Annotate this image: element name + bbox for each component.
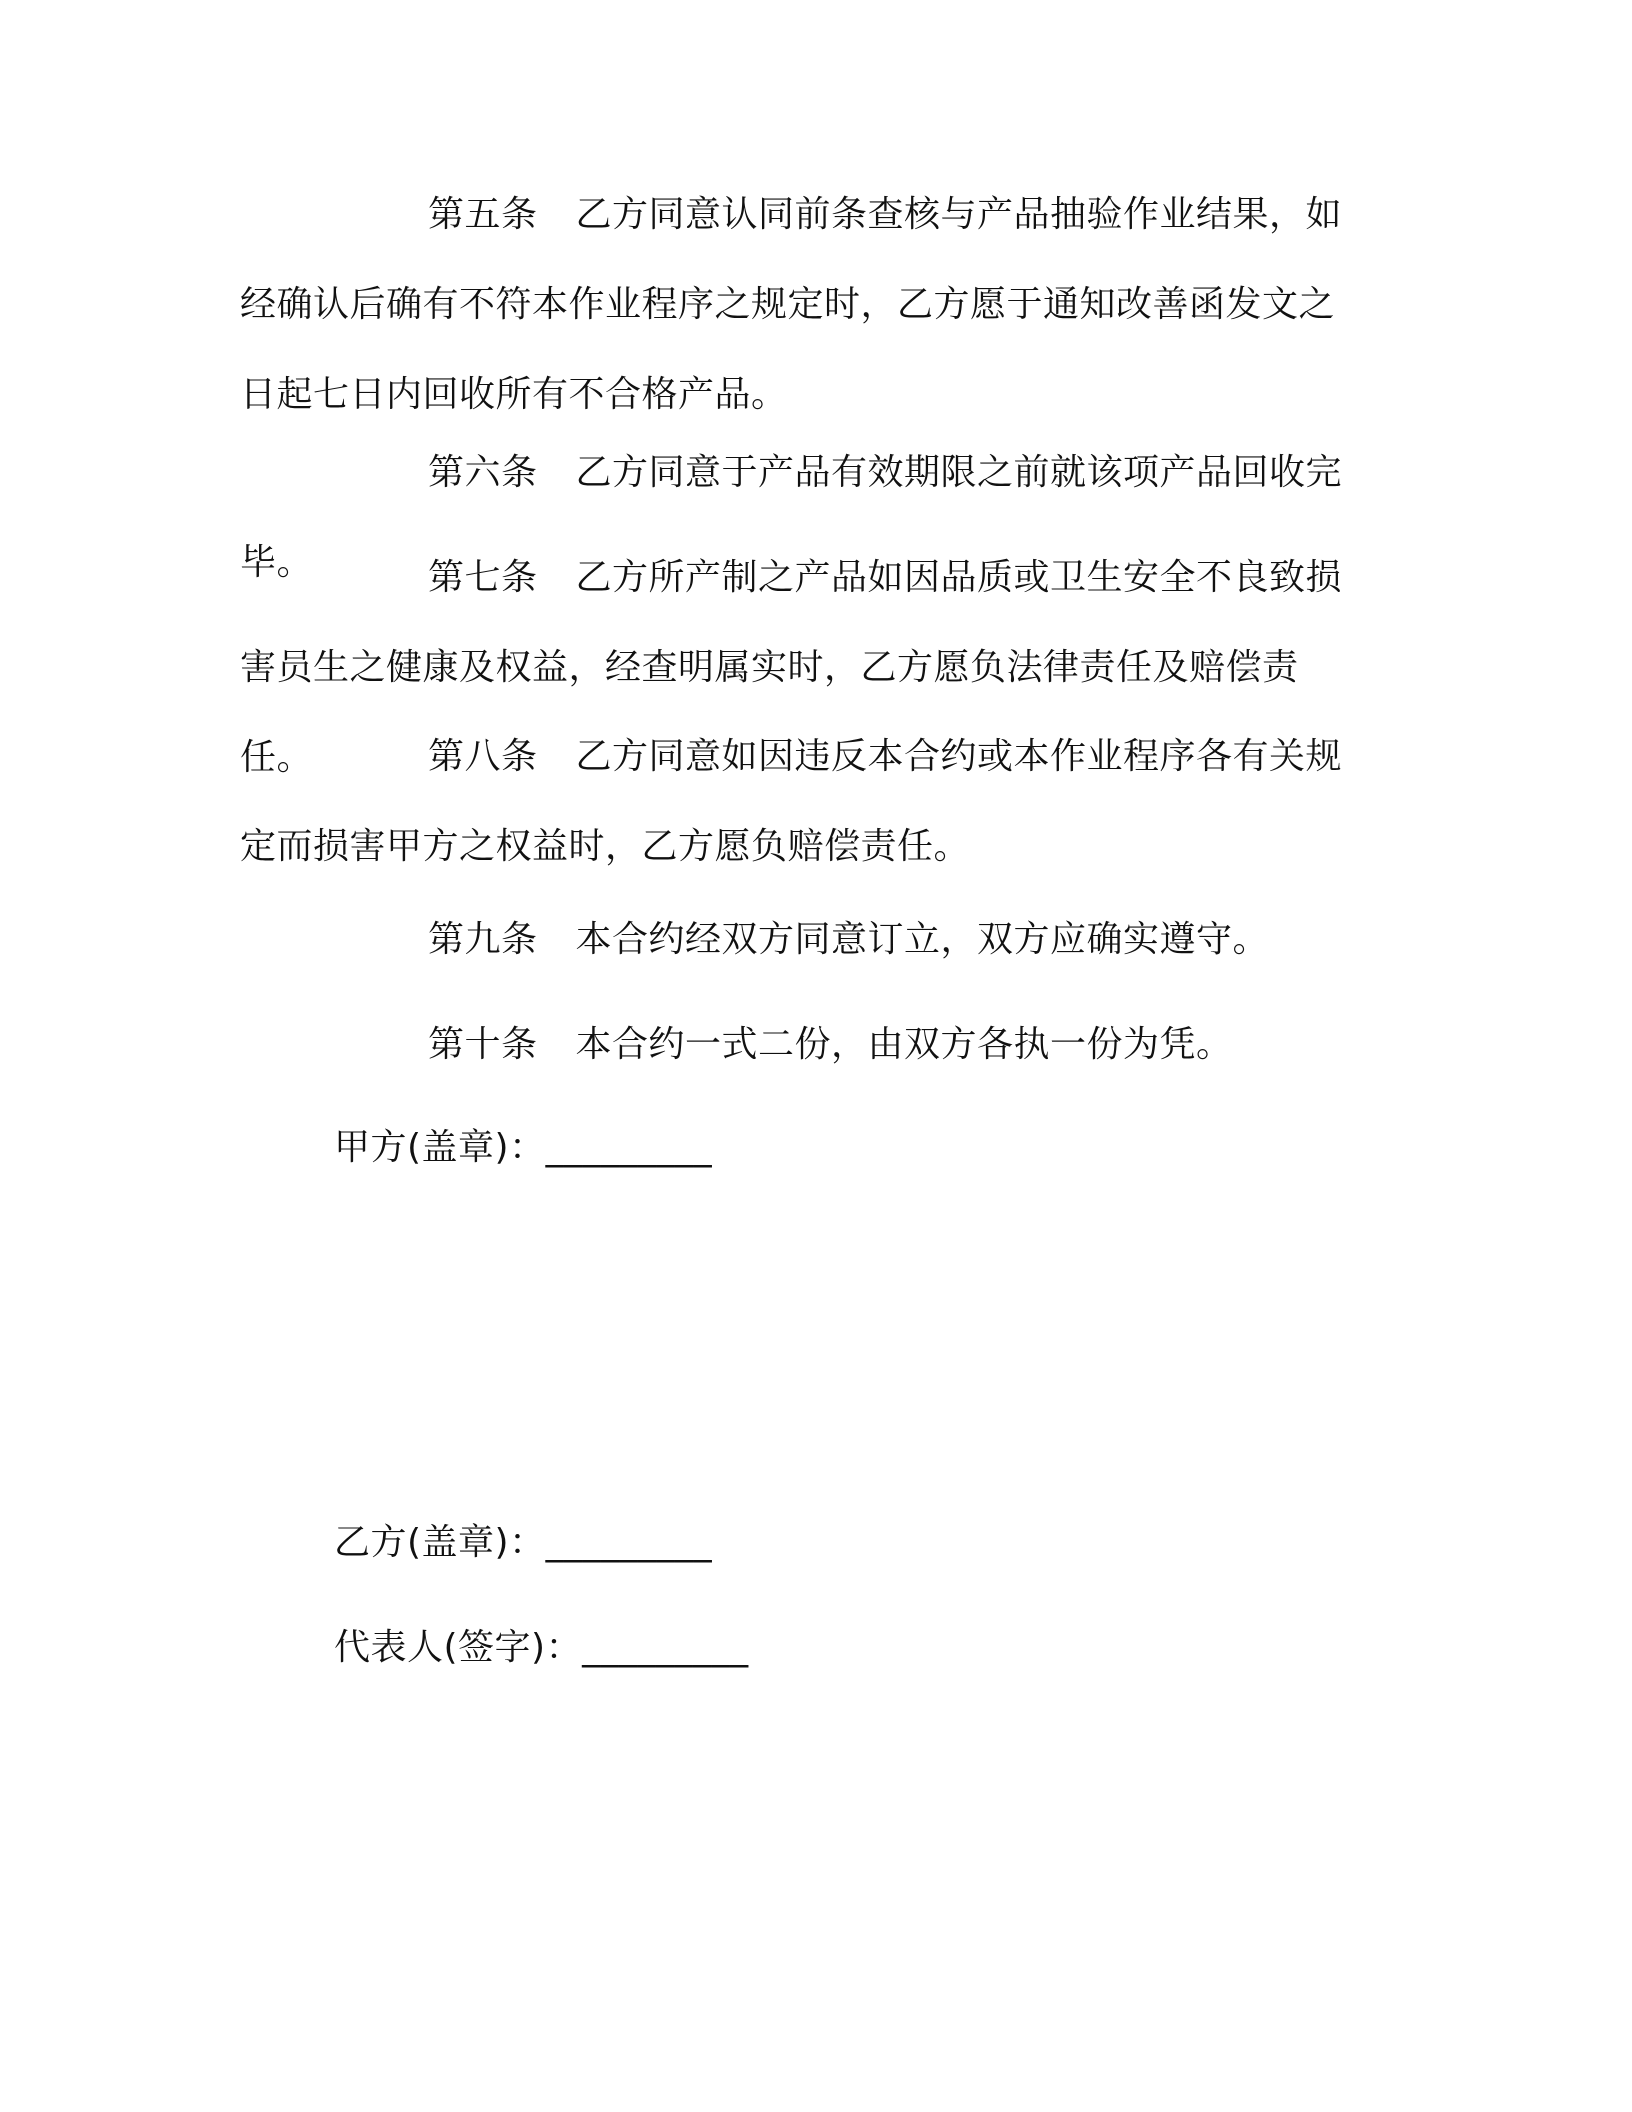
party-a-signature-line: 甲方(盖章)：_________ [334, 1127, 713, 1168]
clause-text: 乙方同意于产品有效期限之前就该项产品回收完毕。 [240, 452, 1343, 583]
clause-number: 第五条 [428, 194, 538, 235]
clause-9 [240, 895, 1370, 985]
clause-text: 乙方同意如因违反本合约或本作业程序各有关规定而损害甲方之权益时，乙方愿负赔偿责任。 [240, 736, 1343, 867]
clause-8 [240, 712, 1370, 892]
clause-text: 本合约经双方同意订立，双方应确实遵守。 [575, 919, 1270, 960]
clause-number: 第八条 [428, 736, 538, 777]
clause-text: 本合约一式二份，由双方各执一份为凭。 [575, 1024, 1233, 1065]
clause-number: 第十条 [428, 1024, 538, 1065]
clause-10 [240, 1000, 1370, 1090]
party-b-signature-line: 乙方(盖章)：_________ [334, 1522, 713, 1563]
clause-number: 第七条 [428, 557, 538, 598]
clause-text: 乙方同意认同前条查核与产品抽验作业结果，如经确认后确有不符本作业程序之规定时，乙方愿于通知改善函发文之日起七日内回收所有不合格产品。 [240, 194, 1343, 415]
clause-number: 第六条 [428, 452, 538, 493]
clause-text: 乙方所产制之产品如因品质或卫生安全不良致损害员生之健康及权益，经查明属实时，乙方愿负法律责任及赔偿责任。 [240, 557, 1343, 778]
clause-number: 第九条 [428, 919, 538, 960]
representative-signature-line: 代表人(签字)：_________ [334, 1627, 749, 1668]
clause-5 [240, 170, 1370, 440]
